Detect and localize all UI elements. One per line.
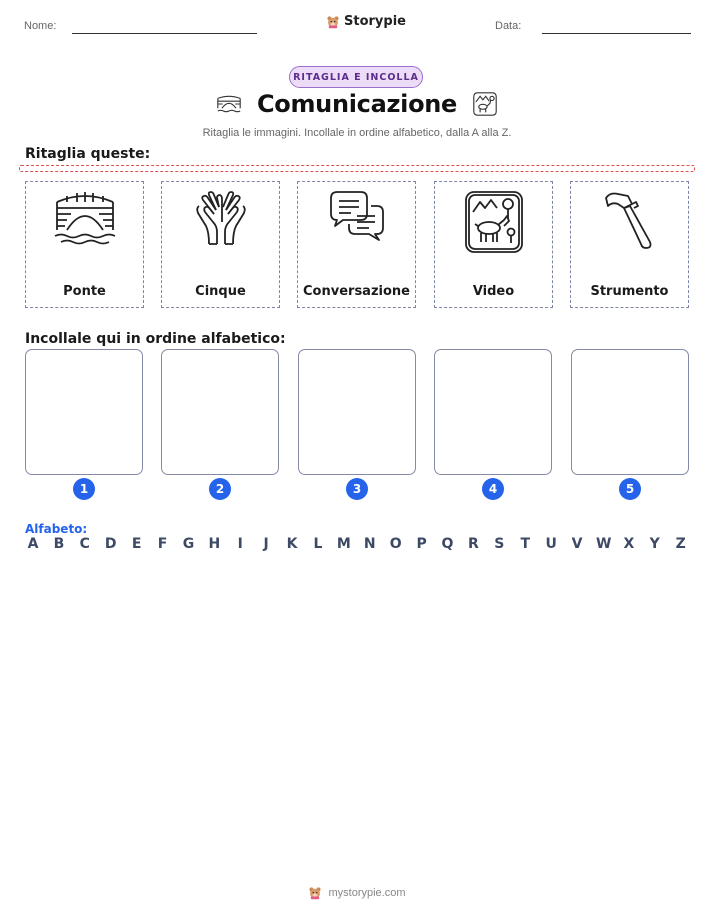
- alphabet-letter: Q: [441, 536, 454, 552]
- alphabet-letter: X: [623, 536, 635, 552]
- card-label-strumento: Strumento: [590, 284, 669, 299]
- alphabet-letter: Z: [675, 536, 686, 552]
- bear-icon: [326, 15, 340, 29]
- alphabet-letter: A: [27, 536, 39, 552]
- footer: [0, 886, 714, 900]
- bridge-icon: [215, 90, 243, 118]
- alphabet-letter: B: [53, 536, 65, 552]
- bridge-icon: [51, 188, 119, 256]
- alphabet-letter: U: [545, 536, 557, 552]
- name-line: [72, 33, 257, 34]
- date-line: [542, 33, 691, 34]
- page-title: Comunicazione: [256, 90, 458, 118]
- alphabet-letter: R: [468, 536, 479, 552]
- alphabet-letter: Y: [649, 536, 660, 552]
- bear-icon: [308, 886, 322, 900]
- alphabet-letter: T: [520, 536, 530, 552]
- alphabet-letter: K: [286, 536, 298, 552]
- alphabet-letter: V: [571, 536, 583, 552]
- paste-slot-4[interactable]: [434, 349, 552, 475]
- speech-bubbles-icon: [323, 188, 391, 256]
- title-row: [0, 90, 714, 118]
- paste-slot-5[interactable]: [571, 349, 689, 475]
- alphabet-letter: O: [389, 536, 402, 552]
- brand-logo: [326, 14, 406, 29]
- alphabet-letter: L: [313, 536, 323, 552]
- alphabet-letter: P: [416, 536, 427, 552]
- alphabet-heading: Alfabeto:: [25, 522, 88, 536]
- card-cinque[interactable]: [161, 181, 280, 308]
- slot-number-3: 3: [346, 478, 368, 500]
- cut-heading: Ritaglia queste:: [25, 146, 151, 162]
- activity-badge: RITAGLIA E INCOLLA: [289, 66, 423, 88]
- video-goat-icon: [460, 188, 528, 256]
- alphabet-letter: G: [182, 536, 195, 552]
- alphabet-letter: M: [336, 536, 351, 552]
- card-label-video: Video: [472, 284, 515, 299]
- cut-line: [19, 165, 695, 172]
- alphabet-letter: C: [79, 536, 90, 552]
- date-label: Data:: [495, 20, 522, 32]
- alphabet-letter: H: [208, 536, 221, 552]
- instructions: Ritaglia le immagini. Incollale in ordine alfabetico, dalla A alla Z.: [202, 127, 512, 139]
- card-label-ponte: Ponte: [63, 284, 106, 299]
- name-label: Nome:: [24, 20, 57, 32]
- paste-heading: Incollale qui in ordine alfabetico:: [25, 331, 286, 347]
- card-label-cinque: Cinque: [195, 284, 246, 299]
- alphabet-row: [26, 536, 688, 552]
- footer-url: mystorypie.com: [328, 887, 406, 899]
- alphabet-letter: I: [237, 536, 243, 552]
- alphabet-letter: J: [263, 536, 269, 552]
- card-video[interactable]: [434, 181, 553, 308]
- alphabet-letter: D: [104, 536, 117, 552]
- slot-number-4: 4: [482, 478, 504, 500]
- alphabet-letter: F: [157, 536, 168, 552]
- card-label-conversazione: Conversazione: [303, 284, 410, 299]
- paste-slot-2[interactable]: [161, 349, 279, 475]
- hammer-icon: [596, 188, 664, 256]
- card-ponte[interactable]: [25, 181, 144, 308]
- brand-name: Storypie: [344, 14, 406, 29]
- alphabet-letter: E: [131, 536, 142, 552]
- hands-icon: [187, 188, 255, 256]
- slot-number-2: 2: [209, 478, 231, 500]
- alphabet-letter: N: [363, 536, 376, 552]
- paste-slot-3[interactable]: [298, 349, 416, 475]
- slot-number-5: 5: [619, 478, 641, 500]
- card-strumento[interactable]: [570, 181, 689, 308]
- paste-slot-1[interactable]: [25, 349, 143, 475]
- alphabet-letter: S: [494, 536, 505, 552]
- card-conversazione[interactable]: [297, 181, 416, 308]
- alphabet-letter: W: [595, 536, 612, 552]
- slot-number-1: 1: [73, 478, 95, 500]
- video-goat-icon: [471, 90, 499, 118]
